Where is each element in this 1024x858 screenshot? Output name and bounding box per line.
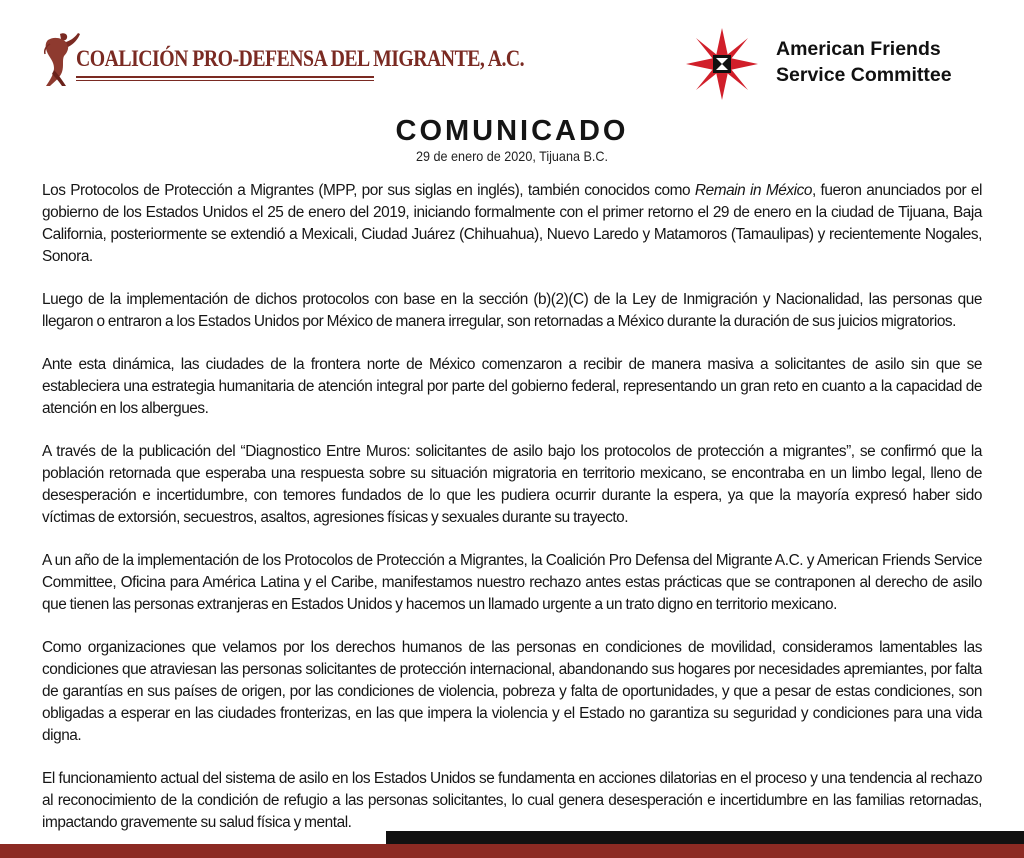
- paragraph-1-italic: Remain in México: [694, 182, 812, 199]
- document-date: 29 de enero de 2020, Tijuana B.C.: [416, 148, 608, 164]
- afsc-name-line2: Service Committee: [776, 64, 952, 86]
- afsc-logo: [686, 28, 986, 100]
- afsc-name-line1: American Friends: [776, 38, 941, 60]
- paragraph-1-before: Los Protocolos de Protección a Migrantes (MPP, por sus siglas en inglés), también conocidos como: [42, 182, 695, 199]
- paragraph-5: A un año de la implementación de los Protocolos de Protección a Migrantes, la Coalición Pro Defensa del Migrante A.C. y American Friends Service Committee, Oficina para América Latina y el Caribe, manifestamos nuestro rechazo antes estas prácticas que se contraponen al derecho de asilo que tienen las personas extranjeras en Estados Unidos y hacemos un llamado urgente a un trato digno en territorio mexicano.: [42, 552, 982, 613]
- coalicion-logo: [40, 30, 525, 90]
- paragraph-4: A través de la publicación del “Diagnostico Entre Muros: solicitantes de asilo bajo los protocolos de protección a migrantes”, se confirmó que la población retornada que esperaba una respuesta sobre su situación migratoria en territorio mexicano, se encontraba en un limbo legal, lleno de desesperación e incertidumbre, con temores fundados de lo que les pudiera ocurrir durante la espera, ya que la mayoría expresó haber sido víctimas de extorsión, secuestros, asaltos, agresiones físicas y sexuales durante su trayecto.: [42, 443, 982, 526]
- paragraph-7: El funcionamiento actual del sistema de asilo en los Estados Unidos se fundamenta en acciones dilatorias en el proceso y una tendencia al rechazo al reconocimiento de la condición de refugio a las personas solicitantes, lo cual genera desesperación e incertidumbre en las familias retornadas, impactando gravemente su salud física y mental.: [42, 770, 982, 831]
- footer-bar-red: [0, 844, 1024, 858]
- document-title: COMUNICADO: [395, 115, 629, 147]
- logo-underline: [76, 76, 374, 78]
- page-header: [0, 0, 1024, 110]
- coalicion-name: COALICIÓN PRO-DEFENSA DEL MIGRANTE, A.C.: [76, 46, 525, 71]
- paragraph-2: Luego de la implementación de dichos protocolos con base en la sección (b)(2)(C) de la Ley de Inmigración y Nacionalidad, las personas que llegaron o entraron a los Estados Unidos por México de manera irregular, son retornadas a México durante la duración de sus juicios migratorios.: [42, 291, 982, 330]
- footer-bar-black: [386, 831, 1024, 844]
- logo-underline-thin: [76, 80, 374, 81]
- paragraph-3: Ante esta dinámica, las ciudades de la frontera norte de México comenzaron a recibir de manera masiva a solicitantes de asilo sin que se estableciera una estrategia humanitaria de atención integral por parte del gobierno federal, representando un gran reto en cuanto a la capacidad de atención en los albergues.: [42, 356, 982, 417]
- paragraph-1-after: , fueron anunciados por el gobierno de los Estados Unidos el 25 de enero del 2019, iniciando formalmente con el primer retorno el 29 de enero en la ciudad de Tijuana, Baja California, posteriormente se extendió a Mexicali, Ciudad Juárez (Chihuahua), Nuevo Laredo y Matamoros (Tamaulipas) y recientemente Nogales, Sonora.: [42, 182, 982, 265]
- paragraph-6: Como organizaciones que velamos por los derechos humanos de las personas en condiciones de movilidad, consideramos lamentables las condiciones que atraviesan las personas solicitantes de protección internacional, abandonando sus hogares por necesidades apremiantes, por falta de garantías en sus países de origen, por las condiciones de violencia, pobreza y falta de oportunidades, y que a pesar de estas condiciones, son obligadas a esperar en las ciudades fronterizas, en las que impera la violencia y el Estado no garantiza su seguridad y condiciones para una vida digna.: [42, 639, 982, 744]
- afsc-name: [776, 36, 952, 88]
- paragraph-1: [42, 180, 982, 268]
- document-body: [42, 180, 982, 855]
- title-block: [0, 114, 1024, 164]
- red-black-star-icon: [686, 28, 758, 100]
